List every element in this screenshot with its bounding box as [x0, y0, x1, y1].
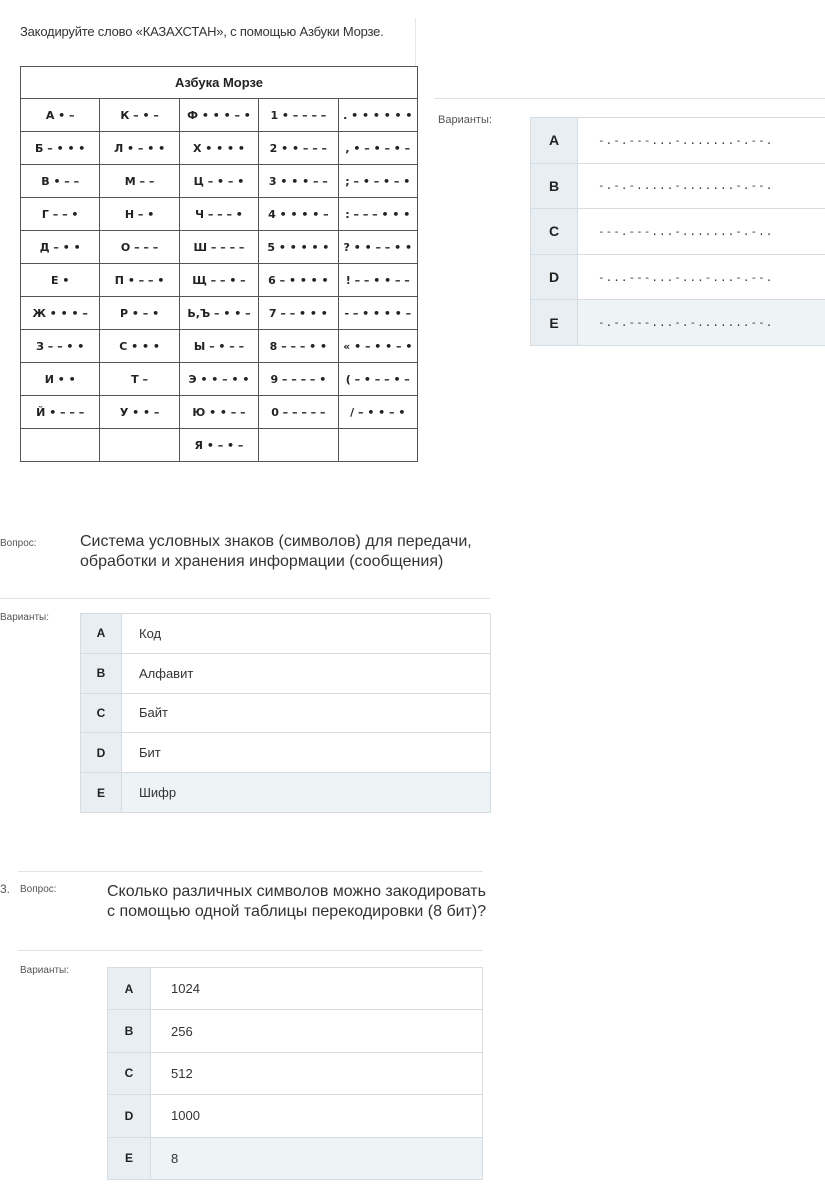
- morse-table-cell: И • •: [21, 363, 100, 396]
- option-letter: B: [108, 1010, 151, 1052]
- divider: [18, 950, 483, 951]
- option-letter: A: [108, 968, 151, 1010]
- morse-table-row: [21, 132, 418, 165]
- morse-table-row: [21, 264, 418, 297]
- option-letter: D: [531, 254, 578, 300]
- option-value: ---.---...-.......-.-..: [578, 209, 825, 255]
- option-letter: C: [108, 1052, 151, 1094]
- morse-table-cell: З – – • •: [21, 330, 100, 363]
- option-letter: B: [531, 163, 578, 209]
- morse-table-cell: Ь,Ъ – • • –: [179, 297, 258, 330]
- morse-table-cell: С • • •: [100, 330, 179, 363]
- question-1-options: [530, 117, 825, 346]
- morse-table-cell: [338, 429, 417, 462]
- morse-table-row: [21, 330, 418, 363]
- morse-table-cell: Л • – • •: [100, 132, 179, 165]
- option-letter: B: [81, 653, 122, 693]
- morse-table-row: [21, 396, 418, 429]
- morse-table-cell: Е •: [21, 264, 100, 297]
- question-3-text: Сколько различных символов можно закодировать с помощью одной таблицы перекодировки (8 бит)?: [107, 883, 487, 920]
- question-number: 3.: [0, 882, 11, 896]
- morse-table-cell: ! – – • • – –: [338, 264, 417, 297]
- morse-table-cell: . • • • • • •: [338, 99, 417, 132]
- morse-table-row: [21, 99, 418, 132]
- option-value: Шифр: [122, 773, 491, 813]
- option-value: -.-.---...-.......-.--.: [578, 118, 825, 164]
- option-value: Бит: [122, 733, 491, 773]
- options-label: Варианты:: [438, 114, 492, 126]
- morse-table-cell: [21, 429, 100, 462]
- morse-table-cell: Ф • • • – •: [179, 99, 258, 132]
- morse-table-cell: Х • • • •: [179, 132, 258, 165]
- option-letter: E: [81, 773, 122, 813]
- option-row: [531, 163, 825, 209]
- morse-table-row: [21, 198, 418, 231]
- morse-table-cell: М – –: [100, 165, 179, 198]
- morse-table-cell: Я • – • –: [179, 429, 258, 462]
- morse-table-cell: 6 – • • • •: [259, 264, 338, 297]
- morse-table-row: [21, 297, 418, 330]
- morse-table-cell: Д – • •: [21, 231, 100, 264]
- option-letter: A: [81, 614, 122, 654]
- morse-table-cell: Ж • • • –: [21, 297, 100, 330]
- option-row: [81, 733, 491, 773]
- option-value: Алфавит: [122, 653, 491, 693]
- option-value: 1024: [151, 968, 483, 1010]
- morse-table-cell: [259, 429, 338, 462]
- option-row: [531, 118, 825, 164]
- option-row: [531, 254, 825, 300]
- question-2-options: [80, 613, 491, 813]
- option-row: [108, 1052, 483, 1094]
- option-value: 8: [151, 1137, 483, 1179]
- morse-table-cell: / – • • – •: [338, 396, 417, 429]
- morse-table-cell: Щ – – • –: [179, 264, 258, 297]
- option-row: [81, 693, 491, 733]
- morse-table-cell: Й • – – –: [21, 396, 100, 429]
- morse-table-title: Азбука Морзе: [21, 67, 418, 99]
- morse-table-cell: Н – •: [100, 198, 179, 231]
- option-row: [108, 968, 483, 1010]
- morse-table-cell: , • – • – • –: [338, 132, 417, 165]
- morse-table-cell: ( – • – – • –: [338, 363, 417, 396]
- morse-table-cell: ; – • – • – •: [338, 165, 417, 198]
- option-letter: A: [531, 118, 578, 164]
- morse-table-cell: В • – –: [21, 165, 100, 198]
- option-value: Байт: [122, 693, 491, 733]
- morse-table-cell: Г – – •: [21, 198, 100, 231]
- option-letter: E: [531, 300, 578, 346]
- option-letter: D: [81, 733, 122, 773]
- question-1-text: Закодируйте слово «КАЗАХСТАН», с помощью Азбуки Морзе.: [20, 24, 384, 39]
- morse-table-row: [21, 363, 418, 396]
- morse-table-cell: 1 • – – – –: [259, 99, 338, 132]
- option-value: 512: [151, 1052, 483, 1094]
- option-value: -.-.-.....-.......-.--.: [578, 163, 825, 209]
- option-value: -.-.---...-.-.......--.: [578, 300, 825, 346]
- morse-table-cell: Р • – •: [100, 297, 179, 330]
- morse-table-cell: У • • –: [100, 396, 179, 429]
- morse-table-cell: 7 – – • • •: [259, 297, 338, 330]
- option-row: [531, 300, 825, 346]
- morse-table-cell: К – • –: [100, 99, 179, 132]
- option-letter: C: [531, 209, 578, 255]
- option-value: -...---...-...-...-.--.: [578, 254, 825, 300]
- option-row: [108, 1010, 483, 1052]
- morse-table-row: [21, 429, 418, 462]
- morse-table-cell: Т –: [100, 363, 179, 396]
- option-letter: C: [81, 693, 122, 733]
- morse-table-cell: 0 – – – – –: [259, 396, 338, 429]
- option-row: [108, 1095, 483, 1137]
- option-letter: E: [108, 1137, 151, 1179]
- option-value: 256: [151, 1010, 483, 1052]
- morse-table-cell: 9 – – – – •: [259, 363, 338, 396]
- morse-table-cell: Ю • • – –: [179, 396, 258, 429]
- option-row: [108, 1137, 483, 1179]
- morse-table-cell: Ц – • – •: [179, 165, 258, 198]
- morse-table-cell: П • – – •: [100, 264, 179, 297]
- options-label: Варианты:: [0, 612, 50, 623]
- morse-table-cell: : – – – • • •: [338, 198, 417, 231]
- morse-table-row: [21, 165, 418, 198]
- option-row: [531, 209, 825, 255]
- divider: [0, 598, 490, 599]
- morse-table-cell: [100, 429, 179, 462]
- morse-table-cell: Ч – – – •: [179, 198, 258, 231]
- option-row: [81, 614, 491, 654]
- option-value: 1000: [151, 1095, 483, 1137]
- morse-table-cell: 4 • • • • –: [259, 198, 338, 231]
- morse-table-cell: Ш – – – –: [179, 231, 258, 264]
- option-value: Код: [122, 614, 491, 654]
- morse-table-cell: Э • • – • •: [179, 363, 258, 396]
- question-3-options: [107, 967, 483, 1180]
- morse-table-cell: 3 • • • – –: [259, 165, 338, 198]
- divider: [18, 871, 483, 872]
- question-label: Вопрос:: [20, 884, 57, 895]
- morse-table-cell: 5 • • • • •: [259, 231, 338, 264]
- option-row: [81, 653, 491, 693]
- morse-table-cell: - – • • • • –: [338, 297, 417, 330]
- option-row: [81, 773, 491, 813]
- morse-code-table: [20, 66, 418, 462]
- morse-table-cell: 8 – – – • •: [259, 330, 338, 363]
- divider: [415, 18, 416, 66]
- question-2-text: Система условных знаков (символов) для передачи, обработки и хранения информации (сообщения): [80, 533, 472, 570]
- morse-table-cell: Ы – • – –: [179, 330, 258, 363]
- options-label: Варианты:: [20, 965, 70, 976]
- question-label: Вопрос:: [0, 538, 37, 549]
- morse-table-cell: « • – • • – •: [338, 330, 417, 363]
- morse-table-cell: О – – –: [100, 231, 179, 264]
- morse-table-cell: ? • • – – • •: [338, 231, 417, 264]
- morse-table-cell: А • –: [21, 99, 100, 132]
- divider: [434, 98, 825, 99]
- morse-table-cell: Б – • • •: [21, 132, 100, 165]
- option-letter: D: [108, 1095, 151, 1137]
- morse-table-row: [21, 231, 418, 264]
- morse-table-cell: 2 • • – – –: [259, 132, 338, 165]
